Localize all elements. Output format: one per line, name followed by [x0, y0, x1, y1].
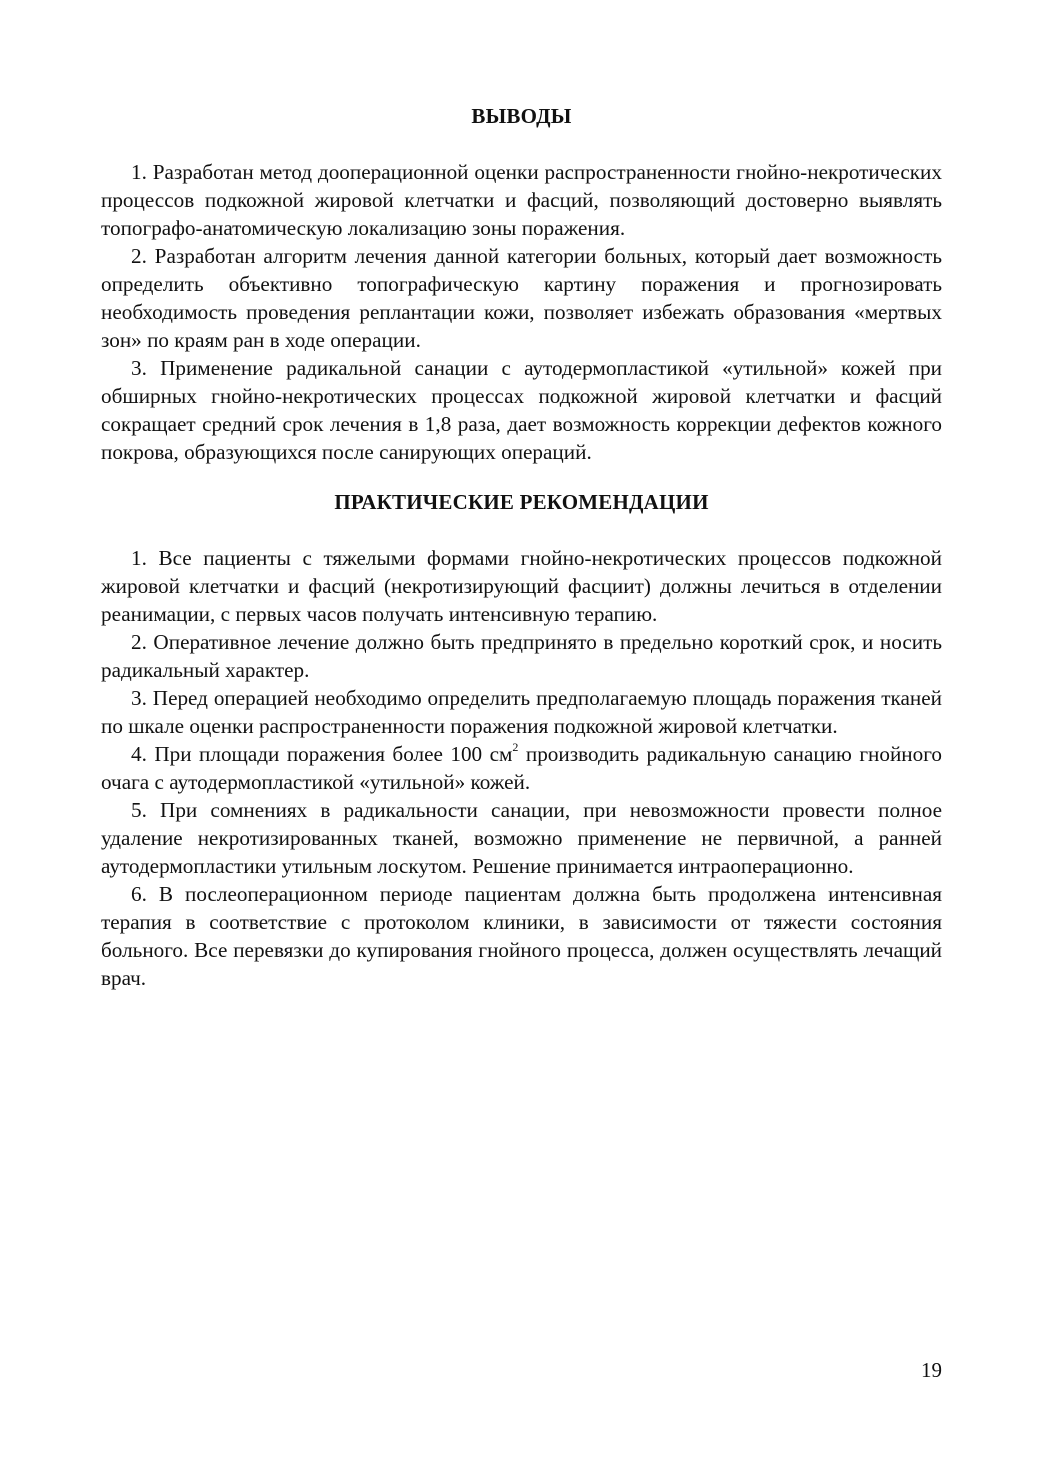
- conclusions-title: ВЫВОДЫ: [471, 104, 572, 128]
- recommendation-item-4-text-start: 4. При площади поражения более 100 см: [131, 742, 513, 766]
- square-exponent: 2: [512, 739, 519, 754]
- recommendations-title: ПРАКТИЧЕСКИЕ РЕКОМЕНДАЦИИ: [334, 490, 709, 514]
- recommendation-item-3: 3. Перед операцией необходимо определить предполагаемую площадь поражения тканей по шкале оценки распространенности поражения подкожной жировой клетчатки.: [101, 686, 942, 738]
- conclusion-item-2: 2. Разработан алгоритм лечения данной категории больных, который дает возможность определить объективно топографическую картину поражения и прогнозировать необходимость проведения реплантации кожи, позволяет избежать образования «мертвых зон» по краям ран в ходе операции.: [101, 244, 942, 352]
- recommendation-item-6: 6. В послеоперационном периоде пациентам должна быть продолжена интенсивная терапия в соответствие с протоколом клиники, в зависимости от тяжести состояния больного. Все перевязки до купирования гнойного процесса, должен осуществлять лечащий врач.: [101, 882, 942, 990]
- conclusions-list: [101, 158, 942, 466]
- recommendation-item-1: 1. Все пациенты с тяжелыми формами гнойно-некротических процессов подкожной жировой клетчатки и фасций (некротизирующий фасциит) должны лечиться в отделении реанимации, с первых часов получать интенсивную терапию.: [101, 546, 942, 626]
- page-content: [101, 102, 942, 992]
- recommendation-item-2: 2. Оперативное лечение должно быть предпринято в предельно короткий срок, и носить радикальный характер.: [101, 630, 942, 682]
- recommendation-item-5: 5. При сомнениях в радикальности санации, при невозможности провести полное удаление некротизированных тканей, возможно применение не первичной, а ранней аутодермопластики утильным лоскутом. Решение принимается интраоперационно.: [101, 798, 942, 878]
- recommendation-item-4-text-end: производить радикальную санацию гнойного очага с аутодермопластикой «утильной» кожей.: [101, 742, 942, 794]
- conclusion-item-3: 3. Применение радикальной санации с аутодермопластикой «утильной» кожей при обширных гнойно-некротических процессах подкожной жировой клетчатки и фасций сокращает средний срок лечения в 1,8 раза, дает возможность коррекции дефектов кожного покрова, образующихся после санирующих операций.: [101, 356, 942, 464]
- conclusion-item-1: 1. Разработан метод дооперационной оценки распространенности гнойно-некротических процессов подкожной жировой клетчатки и фасций, позволяющий достоверно выявлять топографо-анатомическую локализацию зоны поражения.: [101, 160, 942, 240]
- recommendation-item-4: [101, 740, 942, 796]
- page-number: 19: [921, 1358, 942, 1382]
- recommendations-list: [101, 544, 942, 992]
